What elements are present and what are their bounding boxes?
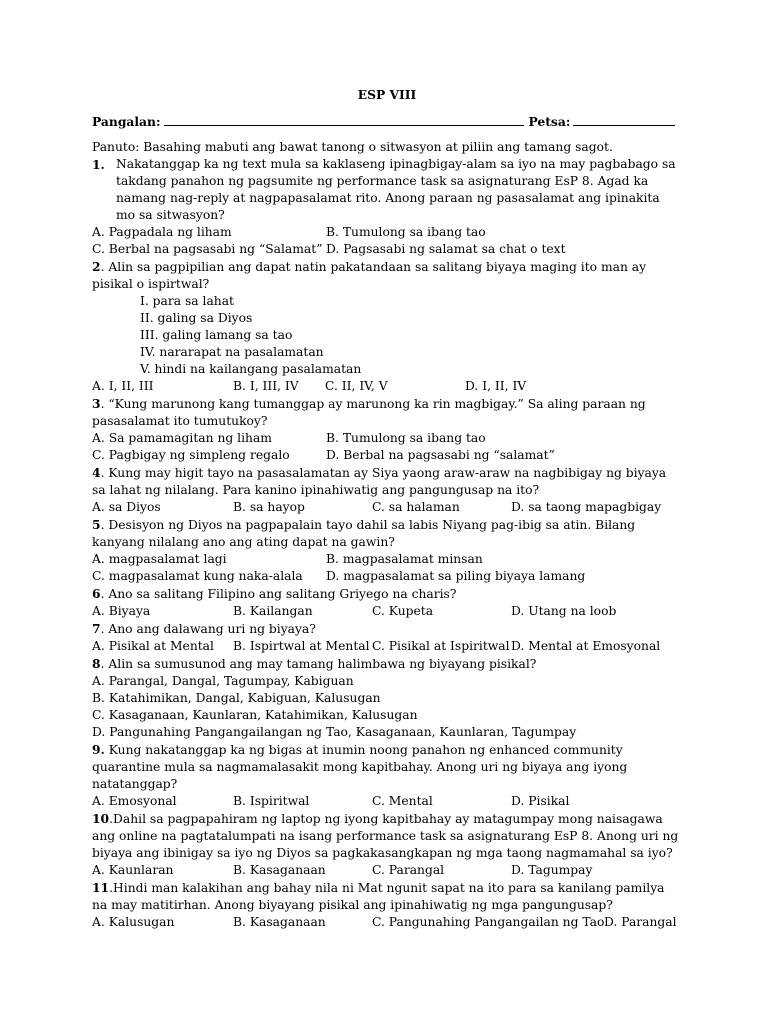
page-title: ESP VIII <box>357 87 417 102</box>
question-number: 8 <box>92 656 101 671</box>
question-4 <box>92 464 682 499</box>
question-number: 2 <box>92 259 101 274</box>
choices-row <box>92 430 682 447</box>
choice-d: D. Berbal na pagsasabi ng “salamat” <box>326 448 555 462</box>
choices-row <box>92 914 682 931</box>
roman-option-1: I. para sa lahat <box>140 294 235 308</box>
choice-b: B. sa hayop <box>233 500 305 514</box>
choices-row <box>92 499 682 516</box>
choice-b: B. Kasaganaan <box>233 915 326 929</box>
question-text: .Hindi man kalakihan ang bahay nila ni Mat ngunit sapat na ito para sa kanilang pamilya na may matitirhan. Anong biyayang pisikal ang ipinahiwatig ng mga pangungusap? <box>92 881 665 912</box>
date-label: Petsa: <box>528 114 571 129</box>
choice-d: D. Parangal <box>604 915 677 929</box>
choice-a: A. sa Diyos <box>92 500 161 514</box>
choices-row <box>92 568 682 585</box>
choice-b: B. Ispiritwal <box>233 794 310 808</box>
choice-c: C. Berbal na pagsasabi ng “Salamat” <box>92 242 323 256</box>
question-9 <box>92 741 682 793</box>
question-number: 11 <box>92 880 110 895</box>
question-text: . Kung may higit tayo na pasasalamatan ay Siya yaong araw-araw na nagbibigay ng biyaya sa lahat ng nilalang. Para kanino ipinahiwatig ang pangungusap na ito? <box>92 466 667 497</box>
choices-row <box>92 793 682 810</box>
question-number: 10 <box>92 811 110 826</box>
question-5 <box>92 516 682 551</box>
choice-b: B. I, III, IV <box>233 379 299 393</box>
choice-c: C. Pisikal at Ispiritwal <box>372 639 510 653</box>
choice-d: D. Pisikal <box>511 794 570 808</box>
choice-a: A. Pagpadala ng liham <box>92 225 232 239</box>
date-blank[interactable] <box>573 114 675 126</box>
choice-a: A. Kaunlaran <box>92 863 174 877</box>
choices-row <box>92 551 682 568</box>
choice-a: A. Biyaya <box>92 604 151 618</box>
choice-b: B. Katahimikan, Dangal, Kabiguan, Kalusugan <box>92 691 381 705</box>
question-number: 7 <box>92 621 101 636</box>
choice-d: D. Pagsasabi ng salamat sa chat o text <box>326 242 566 256</box>
choice-b: B. Tumulong sa ibang tao <box>326 225 486 239</box>
choice-d: D. Mental at Emosyonal <box>511 639 661 653</box>
worksheet <box>92 86 682 931</box>
question-number: 4 <box>92 465 101 480</box>
question-text: .Dahil sa pagpapahiram ng laptop ng iyong kapitbahay ay matagumpay mong naisagawa ang online na pagtatalumpati na isang performance task sa asignaturang EsP 8. Anong uri ng biyaya ang ibinigay sa iyo ng Diyos sa pagkakasangkapan ng mga taong nagmamahal sa iyo? <box>92 812 679 860</box>
question-10 <box>92 810 682 862</box>
choice-b: B. Tumulong sa ibang tao <box>326 431 486 445</box>
question-number: 6 <box>92 586 101 601</box>
choice-d: D. I, II, IV <box>465 379 527 393</box>
question-6 <box>92 585 682 603</box>
choice-a: A. Parangal, Dangal, Tagumpay, Kabiguan <box>92 674 354 688</box>
question-number: 3 <box>92 396 101 411</box>
choices-row <box>92 378 682 395</box>
roman-option-2: II. galing sa Diyos <box>140 311 253 325</box>
choices-row <box>92 447 682 464</box>
question-text: . Ano sa salitang Filipino ang salitang Griyego na charis? <box>100 587 457 601</box>
choice-d: D. magpasalamat sa piling biyaya lamang <box>326 569 586 583</box>
choice-c: C. II, IV, V <box>325 379 388 393</box>
question-number: 5 <box>92 517 101 532</box>
choices-row <box>92 862 682 879</box>
choice-d: D. Pangunahing Pangangailangan ng Tao, Kasaganaan, Kaunlaran, Tagumpay <box>92 725 577 739</box>
choice-a: A. I, II, III <box>92 379 154 393</box>
question-number: 1. <box>92 157 105 172</box>
question-3 <box>92 395 682 430</box>
choice-c: C. Pangunahing Pangangailan ng Tao <box>372 915 605 929</box>
choice-c: C. magpasalamat kung naka-alala <box>92 569 303 583</box>
question-text: . Desisyon ng Diyos na pagpapalain tayo dahil sa labis Niyang pag-ibig sa atin. Bilang kanyang nilalang ano ang ating dapat na gawin? <box>92 518 636 549</box>
question-7 <box>92 620 682 638</box>
choices-row <box>92 603 682 620</box>
question-text: . Alin sa sumusunod ang may tamang halimbawa ng biyayang pisikal? <box>100 657 537 671</box>
choice-a: A. Sa pamamagitan ng liham <box>92 431 272 445</box>
choice-c: C. sa halaman <box>372 500 460 514</box>
roman-option-5: V. hindi na kailangang pasalamatan <box>140 362 362 376</box>
choice-b: B. Ispirtwal at Mental <box>233 639 370 653</box>
choice-c: C. Kasaganaan, Kaunlaran, Katahimikan, Kalusugan <box>92 708 418 722</box>
choice-a: A. Emosyonal <box>92 794 177 808</box>
choices-row <box>92 638 682 655</box>
choice-c: C. Pagbigay ng simpleng regalo <box>92 448 290 462</box>
question-8 <box>92 655 682 673</box>
question-text: . Ano ang dalawang uri ng biyaya? <box>100 622 316 636</box>
question-text: . “Kung marunong kang tumanggap ay marunong ka rin magbigay.” Sa aling paraan ng pasasalamat ito tumutukoy? <box>92 397 646 428</box>
choice-c: C. Kupeta <box>372 604 434 618</box>
question-1 <box>92 156 682 224</box>
choice-a: A. Kalusugan <box>92 915 175 929</box>
choice-c: C. Mental <box>372 794 433 808</box>
choice-d: D. Tagumpay <box>511 863 593 877</box>
choice-b: B. Kailangan <box>233 604 313 618</box>
choice-d: D. sa taong mapagbigay <box>511 500 662 514</box>
choice-a: A. magpasalamat lagi <box>92 552 227 566</box>
choices-row <box>92 241 682 258</box>
name-date-row <box>92 113 682 130</box>
choice-c: C. Parangal <box>372 863 445 877</box>
question-number: 9. <box>92 742 105 757</box>
question-11 <box>92 879 682 914</box>
name-blank[interactable] <box>164 114 524 126</box>
question-2 <box>92 258 682 293</box>
choice-b: B. magpasalamat minsan <box>326 552 483 566</box>
choice-a: A. Pisikal at Mental <box>92 639 214 653</box>
question-text: Kung nakatanggap ka ng bigas at inumin noong panahon ng enhanced community quarantine mula sa nagmamalasakit mong kapitbahay. Anong uri ng biyaya ang iyong natatanggap? <box>92 743 628 791</box>
roman-option-4: IV. nararapat na pasalamatan <box>140 345 324 359</box>
roman-option-3: III. galing lamang sa tao <box>140 328 293 342</box>
name-label: Pangalan: <box>92 114 161 129</box>
choice-b: B. Kasaganaan <box>233 863 326 877</box>
question-text: Nakatanggap ka ng text mula sa kaklaseng ipinagbigay-alam sa iyo na may pagbabago sa takdang panahon ng pagsumite ng performance task sa asignaturang EsP 8. Agad ka namang nag-reply at nagpapasalamat rito. Anong paraan ng pasasalamat ang ipinakita mo sa sitwasyon? <box>116 157 676 222</box>
choice-d: D. Utang na loob <box>511 604 617 618</box>
instructions: Panuto: Basahing mabuti ang bawat tanong o sitwasyon at piliin ang tamang sagot. <box>92 140 613 154</box>
choices-row <box>92 224 682 241</box>
question-text: . Alin sa pagpipilian ang dapat natin pakatandaan sa salitang biyaya maging ito man ay pisikal o ispirtwal? <box>92 260 647 291</box>
